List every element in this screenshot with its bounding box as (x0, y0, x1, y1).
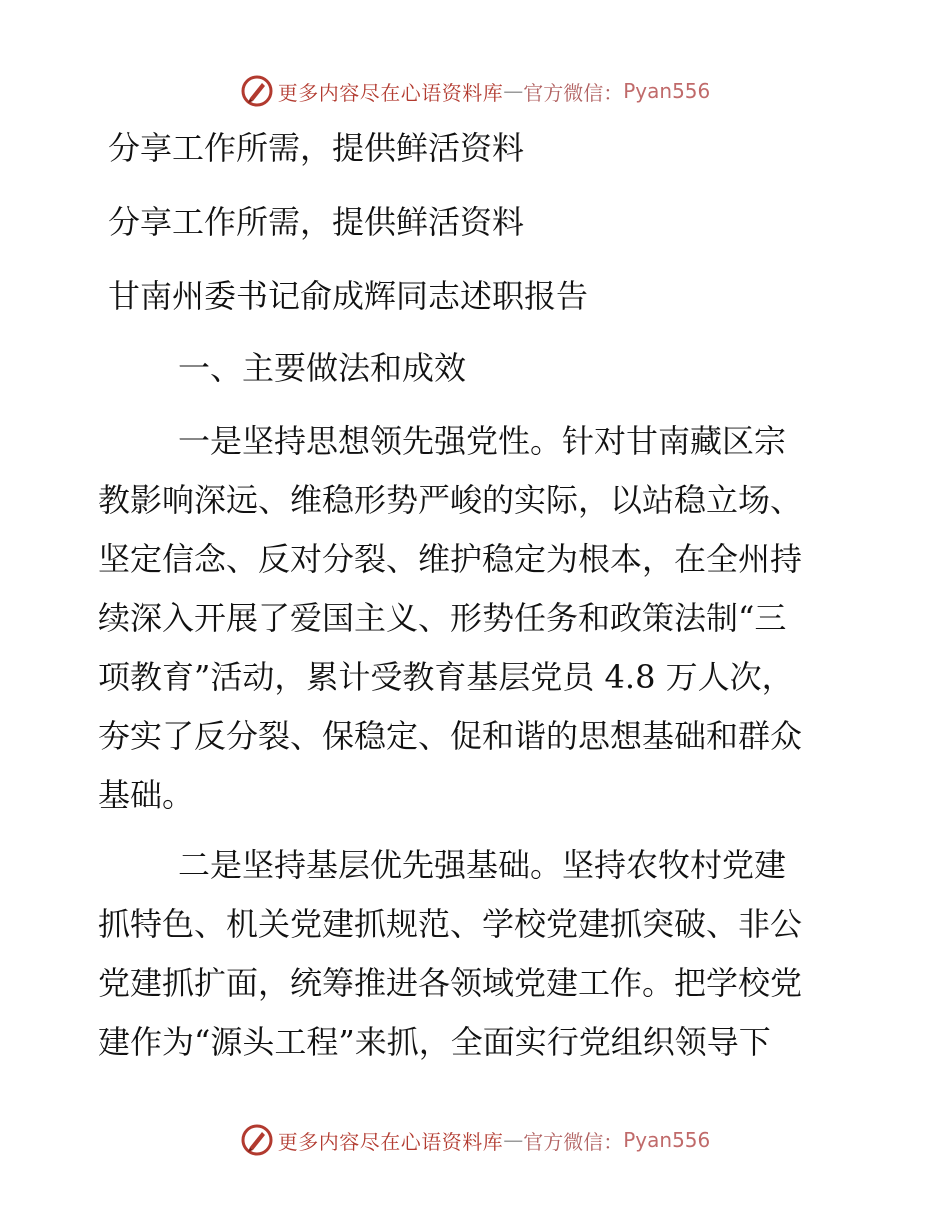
paragraph-line: 教影响深远、维稳形势严峻的实际，以站稳立场、 (98, 481, 803, 519)
banner-wechat-label: 官方微信： (523, 1129, 624, 1154)
banner-text: 更多内容尽在心语资料库 (277, 1129, 504, 1154)
paragraph-line: 项教育”活动，累计受教育基层党员 4.8 万人次， (98, 658, 794, 696)
document-title: 甘南州委书记俞成辉同志述职报告 (108, 277, 589, 315)
banner-wechat-label: 官方微信： (523, 80, 624, 105)
banner-dash: — (503, 79, 524, 103)
paragraph-line: 二是坚持基层优先强基础。坚持农牧村党建 (178, 846, 787, 884)
paragraph-line: 基础。 (98, 776, 195, 814)
quill-pen-seal-icon (240, 1123, 274, 1157)
footer-banner (0, 1120, 950, 1160)
paragraph-line: 建作为“源头工程”来抓，全面实行党组织领导下 (98, 1023, 771, 1061)
slogan-line: 分享工作所需，提供鲜活资料 (108, 203, 525, 241)
paragraph-line: 夯实了反分裂、保稳定、促和谐的思想基础和群众 (98, 717, 803, 755)
paragraph-1 (98, 412, 858, 825)
banner-dash: — (503, 1128, 524, 1152)
banner-wechat-id: Pyan556 (623, 1128, 711, 1152)
paragraph-line: 坚定信念、反对分裂、维护稳定为根本，在全州持 (98, 540, 803, 578)
paragraph-line: 抓特色、机关党建抓规范、学校党建抓突破、非公 (98, 905, 803, 943)
section-heading: 一、主要做法和成效 (178, 349, 467, 387)
paragraph-line: 党建抓扩面，统筹推进各领域党建工作。把学校党 (98, 964, 803, 1002)
paragraph-line: 一是坚持思想领先强党性。针对甘南藏区宗 (178, 422, 787, 460)
banner-wechat-id: Pyan556 (623, 79, 711, 103)
slogan-line: 分享工作所需，提供鲜活资料 (108, 129, 525, 167)
banner-text: 更多内容尽在心语资料库 (277, 80, 504, 105)
header-banner (0, 71, 950, 111)
quill-pen-seal-icon (240, 74, 274, 108)
paragraph-2 (98, 836, 858, 1072)
paragraph-line: 续深入开展了爱国主义、形势任务和政策法制“三 (98, 599, 787, 637)
